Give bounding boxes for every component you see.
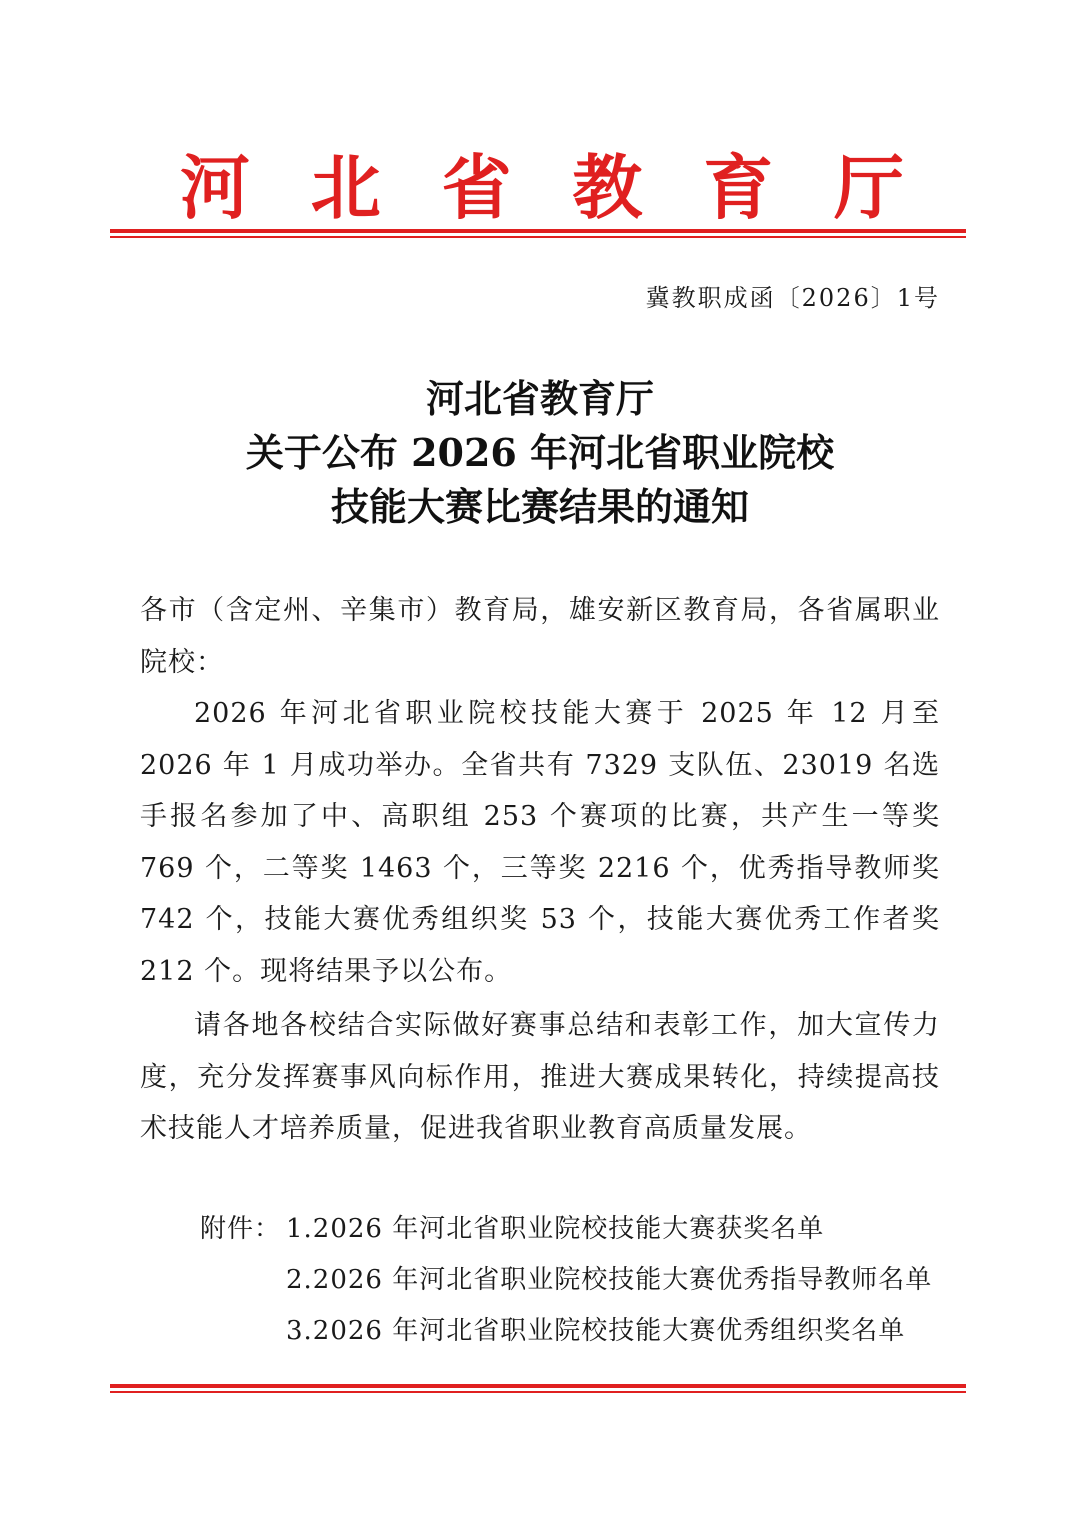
attachment-item: 2.2026 年河北省职业院校技能大赛优秀指导教师名单: [286, 1265, 933, 1295]
attachment-item: 1.2026 年河北省职业院校技能大赛获奖名单: [286, 1214, 825, 1244]
paragraph-block-2: [140, 1000, 940, 1155]
red-rule-bottom: [110, 1384, 966, 1393]
red-rule-thin: [110, 236, 966, 238]
attachment-row: [200, 1306, 932, 1357]
attachment-row: [200, 1204, 932, 1255]
masthead-char: 北: [310, 147, 381, 229]
red-rule-thick: [110, 1384, 966, 1388]
title-line: 关于公布 2026 年河北省职业院校: [245, 430, 835, 475]
attachments-list: [200, 1204, 932, 1357]
document-title: [140, 372, 940, 534]
paragraph-block-1: [140, 688, 940, 997]
masthead-char: 河: [180, 147, 250, 229]
attachment-item: 3.2026 年河北省职业院校技能大赛优秀组织奖名单: [286, 1316, 906, 1346]
masthead-char: 省: [441, 147, 512, 229]
masthead-char: 厅: [833, 147, 904, 229]
document-number: 冀教职成函〔2026〕1号: [645, 284, 940, 312]
red-rule-top: [110, 229, 966, 238]
salutation: 各市（含定州、辛集市）教育局，雄安新区教育局，各省属职业院校：: [140, 595, 940, 678]
title-line: 技能大赛比赛结果的通知: [330, 484, 749, 529]
salutation-block: [140, 585, 940, 688]
title-line: 河北省教育厅: [425, 376, 654, 421]
body-paragraph-results: 2026 年河北省职业院校技能大赛于 2025 年 12 月至 2026 年 1 月成功举办。全省共有 7329 支队伍、23019 名选手报名参加了中、高职组 253 个赛项的比赛，共产生一等奖 769 个，二等奖 1463 个，三等奖 2216 个，优秀指导教师奖 742 个，技能大赛优秀组织奖 53 个，技能大赛优秀工作者奖 212 个。现将结果予以公布。: [140, 698, 940, 987]
attachments-label-spacer: [200, 1306, 286, 1357]
body-paragraph-request: 请各地各校结合实际做好赛事总结和表彰工作，加大宣传力度，充分发挥赛事风向标作用，推进大赛成果转化，持续提高技术技能人才培养质量，促进我省职业教育高质量发展。: [140, 1010, 940, 1144]
attachment-row: [200, 1255, 932, 1306]
masthead-char: 教: [572, 147, 643, 229]
red-rule-thin: [110, 1391, 966, 1393]
attachments-label-spacer: [200, 1255, 286, 1306]
masthead-char: 育: [703, 147, 774, 229]
red-rule-thick: [110, 229, 966, 233]
masthead-title: [110, 148, 966, 228]
attachments-label: 附件：: [200, 1214, 282, 1244]
